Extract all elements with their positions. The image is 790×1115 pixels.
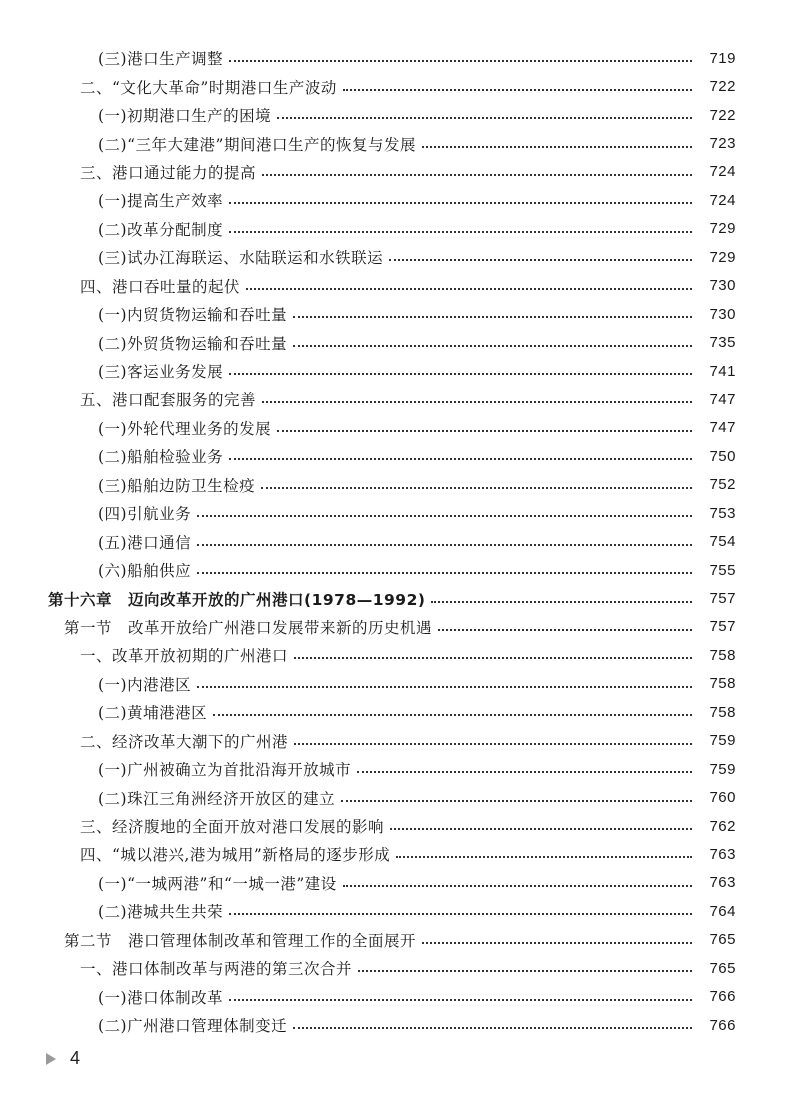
- toc-entry[interactable]: [0, 613, 790, 641]
- toc-entry-page: 763: [709, 874, 736, 892]
- dot-leader: [294, 657, 692, 659]
- toc-entry[interactable]: [0, 556, 790, 584]
- toc-entry-page: 757: [709, 618, 736, 636]
- toc-entry-title: 二、“文化大革命”时期港口生产波动: [80, 78, 337, 97]
- dot-leader: [197, 544, 692, 546]
- dot-leader: [343, 885, 692, 887]
- toc-entry[interactable]: [0, 129, 790, 157]
- toc-entry[interactable]: [0, 101, 790, 129]
- toc-entry-page: 763: [709, 845, 736, 863]
- dot-leader: [277, 430, 692, 432]
- toc-entry[interactable]: [0, 44, 790, 72]
- toc-entry[interactable]: [0, 357, 790, 385]
- toc-entry-page: 765: [709, 959, 736, 977]
- dot-leader: [422, 942, 692, 944]
- toc-entry-title: (六)船舶供应: [98, 562, 192, 581]
- toc-entry-page: 758: [709, 703, 736, 721]
- toc-entry-title: (一)“一城两港”和“一城一港”建设: [98, 874, 337, 893]
- toc-entry-page: 719: [709, 49, 736, 67]
- dot-leader: [262, 401, 692, 403]
- toc-entry-title: (一)提高生产效率: [98, 192, 224, 211]
- dot-leader: [197, 515, 692, 517]
- dot-leader: [357, 771, 692, 773]
- toc-entry-title: (一)内贸货物运输和吞吐量: [98, 306, 288, 325]
- dot-leader: [293, 1027, 692, 1029]
- dot-leader: [197, 686, 692, 688]
- toc-entry[interactable]: [0, 783, 790, 811]
- toc-entry[interactable]: [0, 300, 790, 328]
- toc-entry-title: (一)港口体制改革: [98, 988, 224, 1007]
- dot-leader: [261, 487, 692, 489]
- toc-entry-title: (一)内港港区: [98, 675, 192, 694]
- toc-entry-page: 760: [709, 789, 736, 807]
- dot-leader: [229, 231, 692, 233]
- toc-entry-title: 四、“城以港兴,港为城用”新格局的逐步形成: [80, 846, 391, 865]
- toc-entry-page: 729: [709, 248, 736, 266]
- toc-entry-title: (一)初期港口生产的困境: [98, 107, 272, 126]
- toc-entry-page: 753: [709, 504, 736, 522]
- dot-leader: [438, 629, 692, 631]
- toc-entry-page: 724: [709, 191, 736, 209]
- toc-entry-title: (二)船舶检验业务: [98, 448, 224, 467]
- dot-leader: [293, 316, 692, 318]
- toc-entry-title: (二)港城共生共荣: [98, 903, 224, 922]
- toc-entry-title: (一)广州被确立为首批沿海开放城市: [98, 761, 352, 780]
- toc-entry-page: 765: [709, 931, 736, 949]
- dot-leader: [246, 288, 692, 290]
- toc-entry-page: 757: [709, 590, 736, 608]
- toc-entry-title: (二)珠江三角洲经济开放区的建立: [98, 789, 336, 808]
- toc-entry[interactable]: [0, 158, 790, 186]
- toc-entry[interactable]: [0, 698, 790, 726]
- toc-entry-page: 724: [709, 163, 736, 181]
- dot-leader: [197, 572, 692, 574]
- toc-entry[interactable]: [0, 812, 790, 840]
- toc-entry-title: 一、改革开放初期的广州港口: [80, 647, 289, 666]
- toc-entry[interactable]: [0, 954, 790, 982]
- toc-entry-title: (三)港口生产调整: [98, 50, 224, 69]
- toc-entry-page: 755: [709, 561, 736, 579]
- dot-leader: [229, 999, 692, 1001]
- toc-entry[interactable]: [0, 982, 790, 1010]
- toc-entry[interactable]: [0, 442, 790, 470]
- dot-leader: [293, 345, 692, 347]
- dot-leader: [262, 174, 692, 176]
- toc-entry[interactable]: [0, 727, 790, 755]
- toc-entry[interactable]: [0, 215, 790, 243]
- toc-entry-title: (五)港口通信: [98, 533, 192, 552]
- toc-entry[interactable]: [0, 471, 790, 499]
- page-footer: [46, 1048, 80, 1069]
- toc-entry[interactable]: [0, 897, 790, 925]
- toc-entry[interactable]: [0, 670, 790, 698]
- toc-entry-title: 第十六章 迈向改革开放的广州港口(1978—1992): [48, 590, 426, 609]
- toc-entry-page: 766: [709, 988, 736, 1006]
- toc-entry[interactable]: [0, 414, 790, 442]
- toc-entry-title: (三)试办江海联运、水陆联运和水铁联运: [98, 249, 384, 268]
- toc-entry[interactable]: [0, 869, 790, 897]
- dot-leader: [343, 89, 692, 91]
- toc-entry-title: 四、港口吞吐量的起伏: [80, 277, 241, 296]
- dot-leader: [390, 828, 692, 830]
- toc-entry-title: 一、港口体制改革与两港的第三次合并: [80, 960, 353, 979]
- toc-entry-page: 747: [709, 390, 736, 408]
- toc-entry[interactable]: [0, 926, 790, 954]
- toc-entry-page: 741: [709, 362, 736, 380]
- dot-leader: [396, 856, 692, 858]
- toc-entry[interactable]: [0, 243, 790, 271]
- toc-entry-title: (一)外轮代理业务的发展: [98, 419, 272, 438]
- toc-entry-page: 735: [709, 334, 736, 352]
- dot-leader: [229, 373, 692, 375]
- toc-entry-title: 第一节 改革开放给广州港口发展带来新的历史机遇: [64, 618, 433, 637]
- toc-entry[interactable]: [0, 641, 790, 669]
- toc-entry-title: (二)“三年大建港”期间港口生产的恢复与发展: [98, 135, 416, 154]
- toc-entry[interactable]: [0, 186, 790, 214]
- toc-entry[interactable]: [0, 1011, 790, 1039]
- toc-entry[interactable]: [0, 755, 790, 783]
- page-number: 4: [70, 1048, 81, 1068]
- toc-entry-page: 759: [709, 732, 736, 750]
- toc-entry-title: (二)黄埔港港区: [98, 704, 208, 723]
- toc-entry-page: 758: [709, 675, 736, 693]
- toc-entry-page: 723: [709, 135, 736, 153]
- toc-entry-page: 729: [709, 220, 736, 238]
- toc-entry[interactable]: [0, 499, 790, 527]
- triangle-right-icon: [46, 1053, 56, 1065]
- dot-leader: [277, 117, 692, 119]
- toc-entry-page: 730: [709, 277, 736, 295]
- toc-entry-title: (三)客运业务发展: [98, 363, 224, 382]
- toc-entry-title: 三、港口通过能力的提高: [80, 163, 257, 182]
- toc-entry-page: 764: [709, 902, 736, 920]
- dot-leader: [294, 743, 692, 745]
- toc-entry-title: 三、经济腹地的全面开放对港口发展的影响: [80, 818, 385, 837]
- toc-entry-page: 762: [709, 817, 736, 835]
- toc-entry[interactable]: [0, 584, 790, 612]
- toc-entry-title: (四)引航业务: [98, 505, 192, 524]
- dot-leader: [229, 458, 692, 460]
- toc-entry[interactable]: [0, 527, 790, 555]
- toc-entry-title: (二)广州港口管理体制变迁: [98, 1017, 288, 1036]
- toc-entry[interactable]: [0, 72, 790, 100]
- toc-entry-page: 754: [709, 533, 736, 551]
- dot-leader: [341, 800, 692, 802]
- dot-leader: [213, 714, 692, 716]
- toc-entry-title: 二、经济改革大潮下的广州港: [80, 732, 289, 751]
- toc-entry-page: 758: [709, 646, 736, 664]
- dot-leader: [229, 60, 692, 62]
- toc-entry[interactable]: [0, 328, 790, 356]
- toc-entry-title: (三)船舶边防卫生检疫: [98, 476, 256, 495]
- dot-leader: [389, 259, 692, 261]
- dot-leader: [229, 202, 692, 204]
- toc-entry[interactable]: [0, 840, 790, 868]
- table-of-contents: [0, 44, 790, 1039]
- toc-entry-page: 722: [709, 78, 736, 96]
- toc-entry-page: 752: [709, 476, 736, 494]
- toc-entry[interactable]: [0, 272, 790, 300]
- toc-entry-page: 750: [709, 447, 736, 465]
- toc-entry-page: 722: [709, 106, 736, 124]
- toc-entry-page: 747: [709, 419, 736, 437]
- dot-leader: [422, 146, 692, 148]
- toc-entry-page: 730: [709, 305, 736, 323]
- dot-leader: [431, 601, 692, 603]
- toc-entry-page: 759: [709, 760, 736, 778]
- toc-entry[interactable]: [0, 385, 790, 413]
- toc-entry-title: (二)外贸货物运输和吞吐量: [98, 334, 288, 353]
- dot-leader: [229, 913, 692, 915]
- toc-entry-page: 766: [709, 1016, 736, 1034]
- toc-entry-title: (二)改革分配制度: [98, 220, 224, 239]
- toc-entry-title: 五、港口配套服务的完善: [80, 391, 257, 410]
- toc-entry-title: 第二节 港口管理体制改革和管理工作的全面展开: [64, 931, 417, 950]
- dot-leader: [358, 970, 692, 972]
